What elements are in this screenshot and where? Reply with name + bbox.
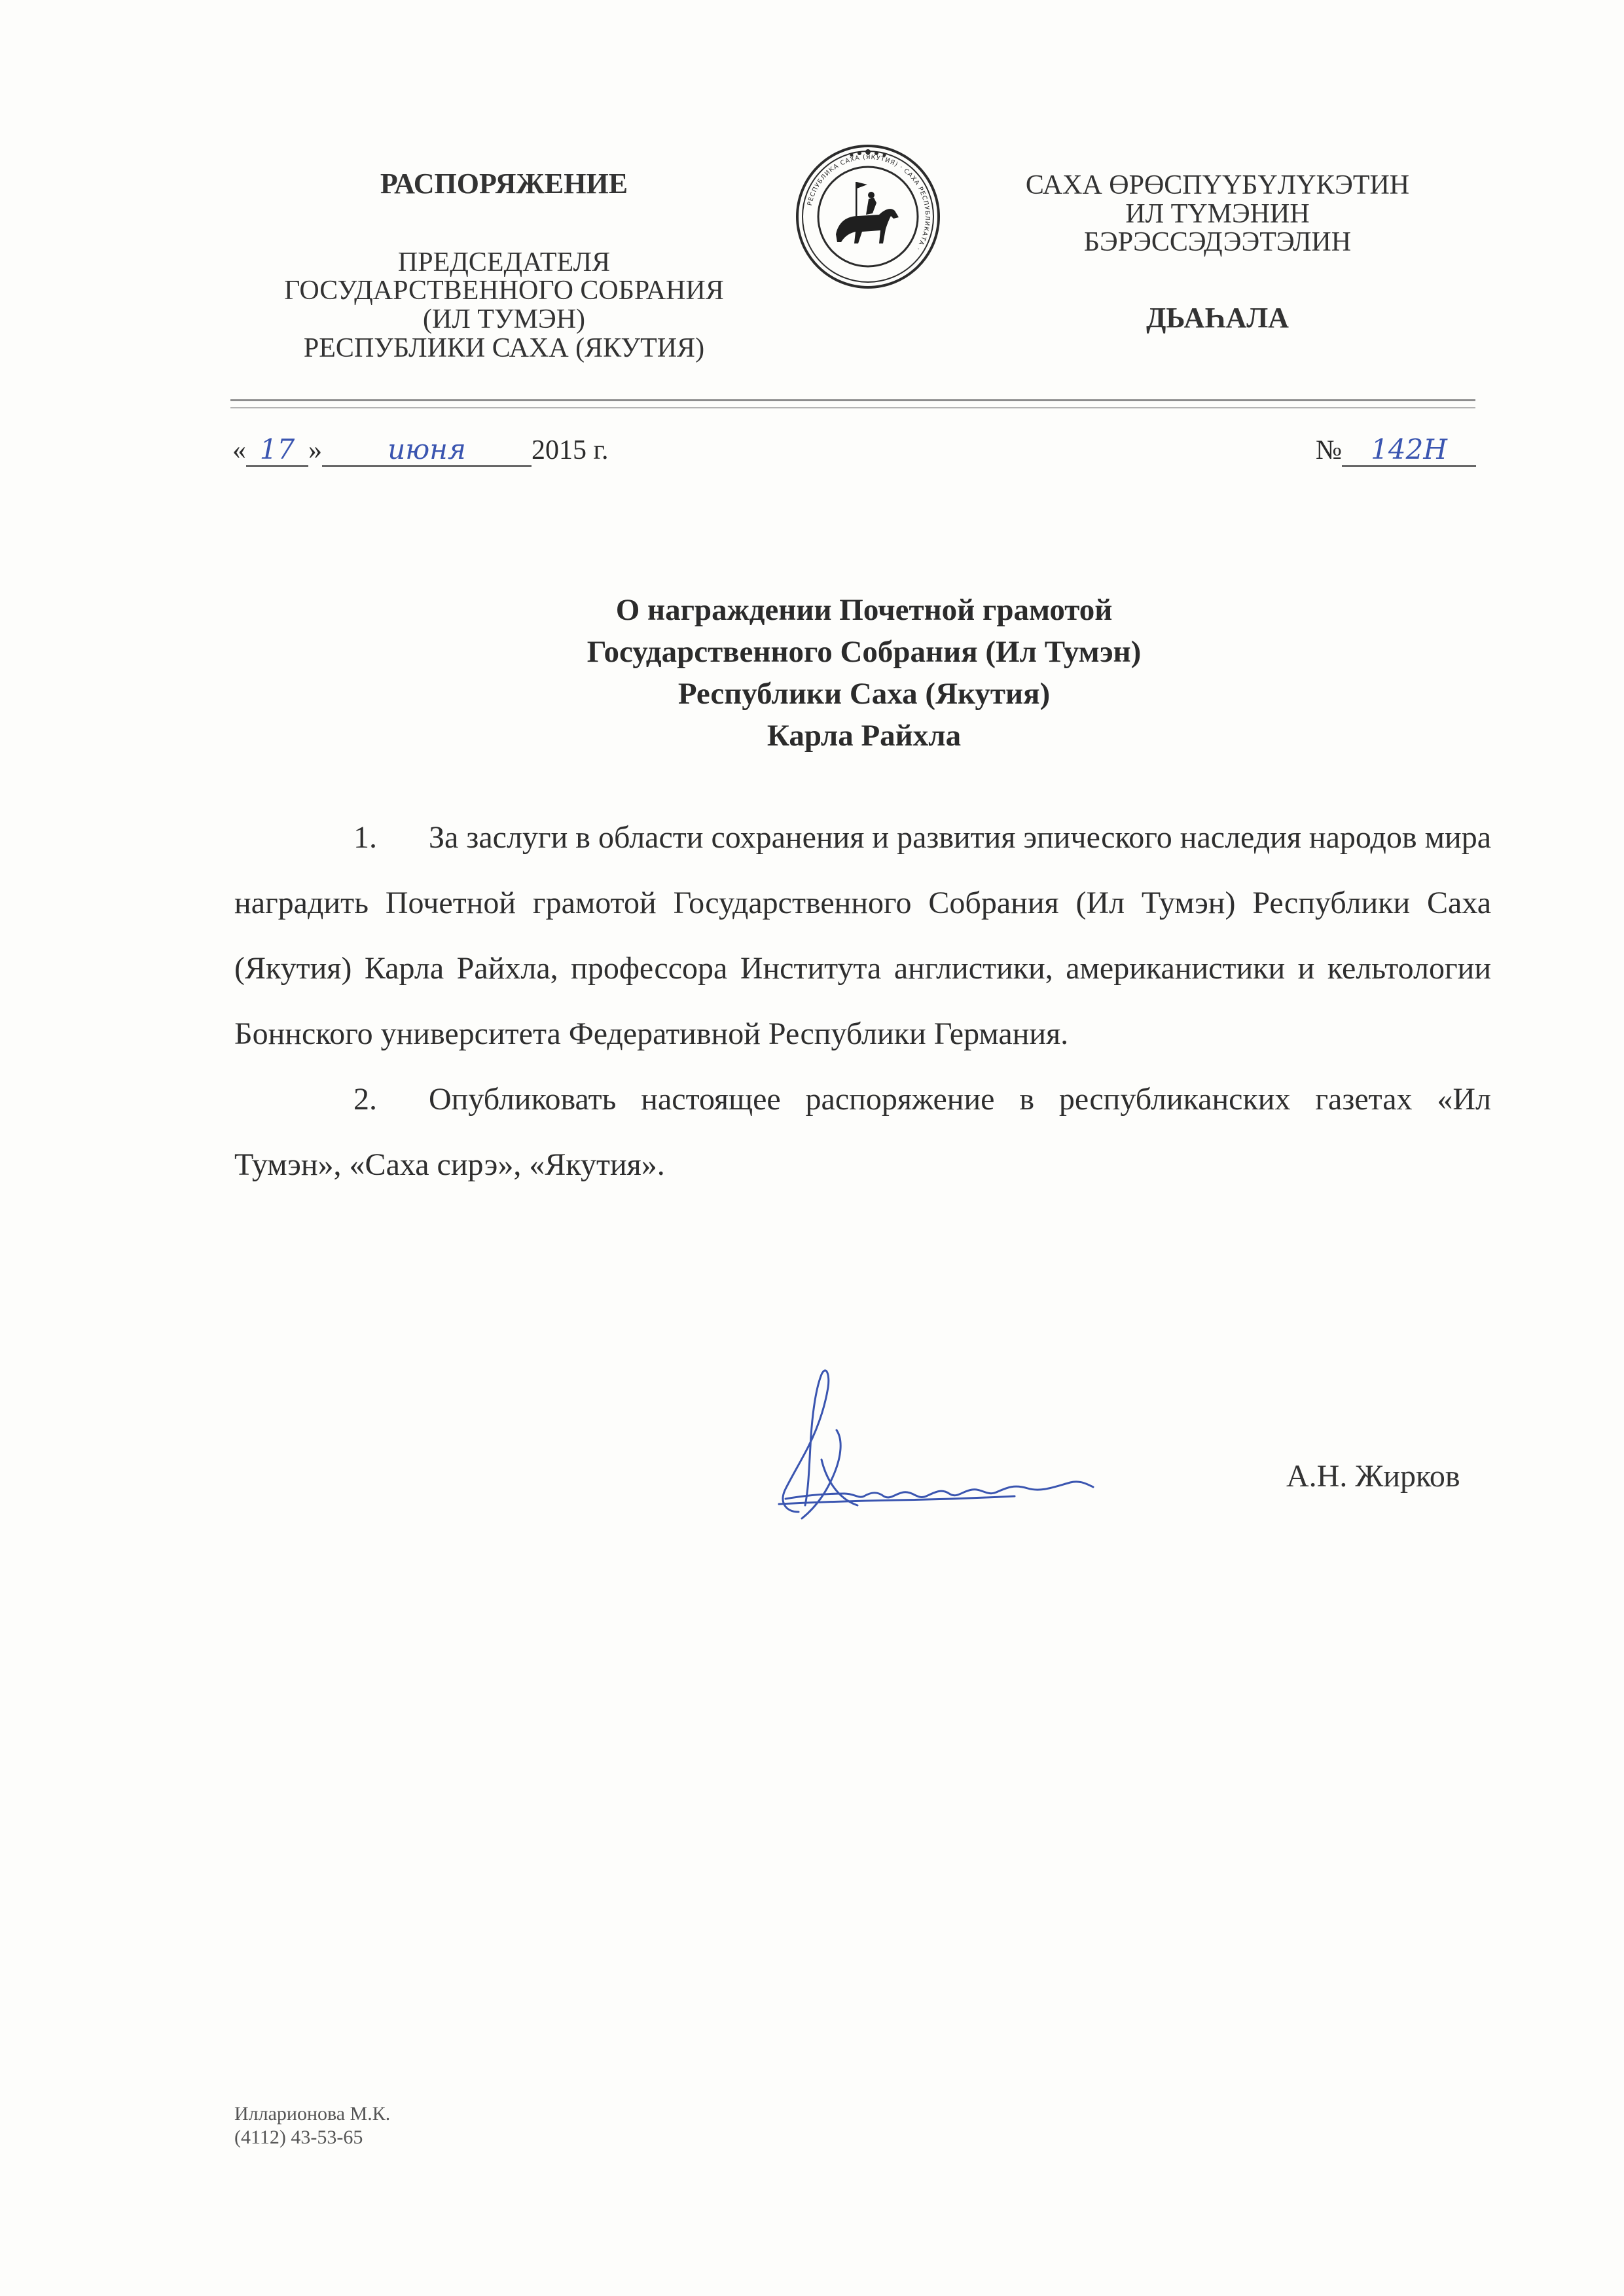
title-line: Государственного Собрания (Ил Тумэн) (586, 635, 1142, 669)
number-prefix: № (1316, 435, 1343, 465)
svg-text:РЕСПУБЛИКА САХА (ЯКУТИЯ) · САХ: РЕСПУБЛИКА САХА (ЯКУТИЯ) · САХА РЕСПУБЛИКАТА · (806, 153, 931, 252)
header-divider (230, 399, 1475, 401)
title-line: Карла Райхла (767, 719, 962, 753)
quote-open: « (232, 435, 246, 465)
header-divider-thin (230, 407, 1475, 408)
item-text: Опубликовать настоящее распоряжение в республиканских газетах «Ил Тумэн», «Саха сирэ», «Якутия». (234, 1082, 1491, 1182)
document-body (234, 805, 1491, 1198)
header-right-block (962, 171, 1473, 333)
executor-name: Илларионова М.К. (234, 2103, 391, 2125)
signer-name: А.Н. Жирков (1286, 1459, 1460, 1494)
issuer-line-sakha: ИЛ ТҮМЭНИН (1125, 198, 1310, 229)
date-month-field: июня (322, 433, 532, 467)
header-left-block (216, 169, 792, 363)
issuer-line: (ИЛ ТУМЭН) (422, 304, 586, 335)
issuer-line: РЕСПУБЛИКИ САХА (ЯКУТИЯ) (303, 332, 705, 363)
issuer-line-sakha: БЭРЭССЭДЭЭТЭЛИН (1083, 227, 1352, 258)
title-line: Республики Саха (Якутия) (677, 677, 1051, 711)
handwritten-signature (687, 1348, 1113, 1545)
issuer-line: ГОСУДАРСТВЕННОГО СОБРАНИЯ (284, 276, 724, 306)
issuer-line-sakha: САХА ӨРӨСПҮҮБҮЛҮКЭТИН (1025, 170, 1410, 200)
item-number: 1. (353, 820, 377, 855)
body-item (234, 805, 1491, 1067)
body-item (234, 1067, 1491, 1198)
executor-phone: (4112) 43-53-65 (234, 2126, 363, 2148)
date-day-field: 17 (246, 433, 308, 467)
document-number-field: 142Н (1342, 433, 1476, 467)
document-type-heading-sakha: ДЬАҺАЛА (1146, 302, 1289, 334)
executor-note (234, 2102, 390, 2149)
issuer-line: ПРЕДСЕДАТЕЛЯ (397, 247, 611, 278)
title-line: О награждении Почетной грамотой (615, 593, 1113, 627)
document-title (216, 589, 1512, 757)
item-text: За заслуги в области сохранения и развития эпического наследия народов мира наградить Почетной грамотой Государственного Собрания (Ил Тумэн) Республики Саха (Якутия) Карла Райхла, профессора Института англистики, американистики и кельтологии Боннского университета Федеративной Республики Германия. (234, 820, 1491, 1051)
sakha-coat-of-arms-icon (795, 144, 941, 289)
quote-close: » (308, 435, 322, 465)
document-type-heading: РАСПОРЯЖЕНИЕ (380, 168, 628, 200)
date-year: 2015 г. (532, 435, 609, 465)
document-number-line (1316, 433, 1476, 467)
date-line (232, 433, 609, 467)
item-number: 2. (353, 1082, 377, 1117)
